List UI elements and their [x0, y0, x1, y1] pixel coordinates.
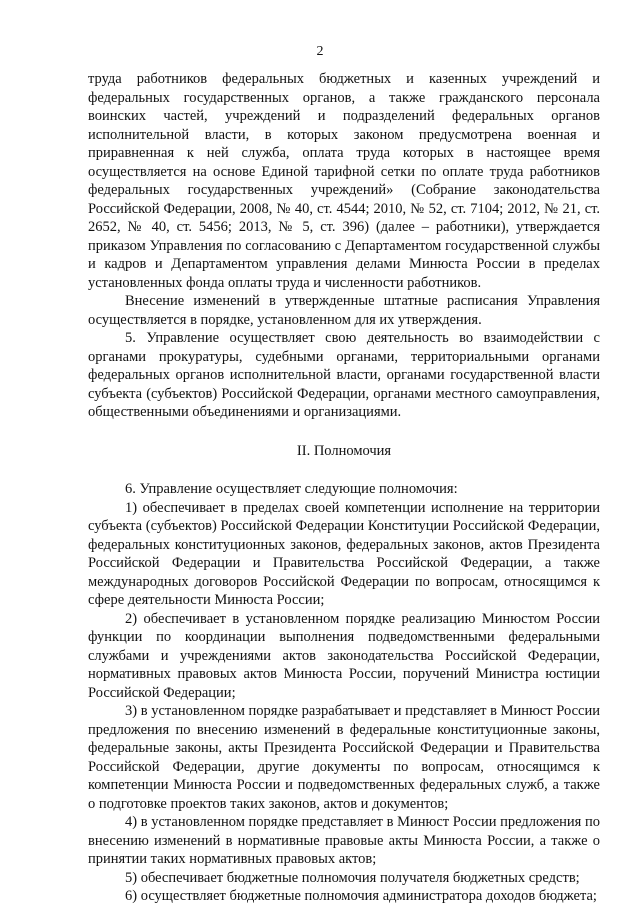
power-item-6: 6) осуществляет бюджетные полномочия администратора доходов бюджета;: [125, 888, 597, 904]
paragraph-continuation: труда работников федеральных бюджетных и казенных учреждений и федеральных государственных органов, а также гражданского персонала воинских частей, учреждений и подразделений федеральных органов исполнительной власти, в которых законом предусмотрена военная и приравненная к ней служба, оплата труда которых в настоящее время осуществляется на основе Единой тарифной сетки по оплате труда работников федеральных государственных учреждений» (Собрание законодательства Российской Федерации, 2008, № 40, ст. 4544; 2010, № 52, ст. 7104; 2012, № 21, ст. 2652, № 40, ст. 5456; 2013, № 5, ст. 396) (далее – работники), утверждается приказом Управления по согласованию с Департаментом государственной службы и кадров и Департаментом управления делами Минюста России в пределах установленных фонда оплаты труда и численности работников.: [88, 71, 600, 291]
paragraph-staff-schedule: Внесение изменений в утвержденные штатные расписания Управления осуществляется в порядке, установленном для их утверждения.: [88, 293, 600, 328]
power-item-2: 2) обеспечивает в установленном порядке реализацию Минюстом России функции по координации выполнения подведомственными федеральными службами и учреждениями актов законодательства Российской Федерации, нормативных правовых актов Минюста России, поручений Министра юстиции Российской Федерации;: [88, 610, 600, 701]
power-item-3: 3) в установленном порядке разрабатывает и представляет в Минюст России предложения по внесению изменений в федеральные конституционные законы, федеральные законы, акты Президента Российской Федерации и Правительства Российской Федерации, другие документы по вопросам, относящимся к компетенции Минюста России и подведомственных федеральных служб, а также о подготовке проектов таких законов, актов и документов;: [88, 703, 600, 812]
page-number: 2: [316, 44, 324, 59]
power-item-4: 4) в установленном порядке представляет в Минюст России предложения по внесению изменений в нормативные правовые акты Минюста России, а также о принятии таких нормативных правовых актов;: [88, 814, 600, 867]
section-heading: II. Полномочия: [296, 442, 392, 459]
paragraph-item-5: 5. Управление осуществляет свою деятельность во взаимодействии с органами прокуратуры, судебными органами, территориальными органами федеральных органов исполнительной власти, органами государственной власти субъекта (субъектов) Российской Федерации, органами местного самоуправления, общественными объединениями и организациями.: [88, 330, 600, 420]
power-item-5: 5) обеспечивает бюджетные полномочия получателя бюджетных средств;: [125, 869, 580, 886]
document-body: [88, 70, 600, 906]
power-item-1: 1) обеспечивает в пределах своей компетенции исполнение на территории субъекта (субъектов) Российской Федерации Конституции Российской Федерации, федеральных конституционных законов, федеральных законов, актов Президента Российской Федерации и Правительства Российской Федерации, а также международных договоров Российской Федерации по вопросам, относящимся к сфере деятельности Минюста России;: [88, 499, 600, 608]
paragraph-item-6: 6. Управление осуществляет следующие полномочия:: [125, 481, 458, 497]
